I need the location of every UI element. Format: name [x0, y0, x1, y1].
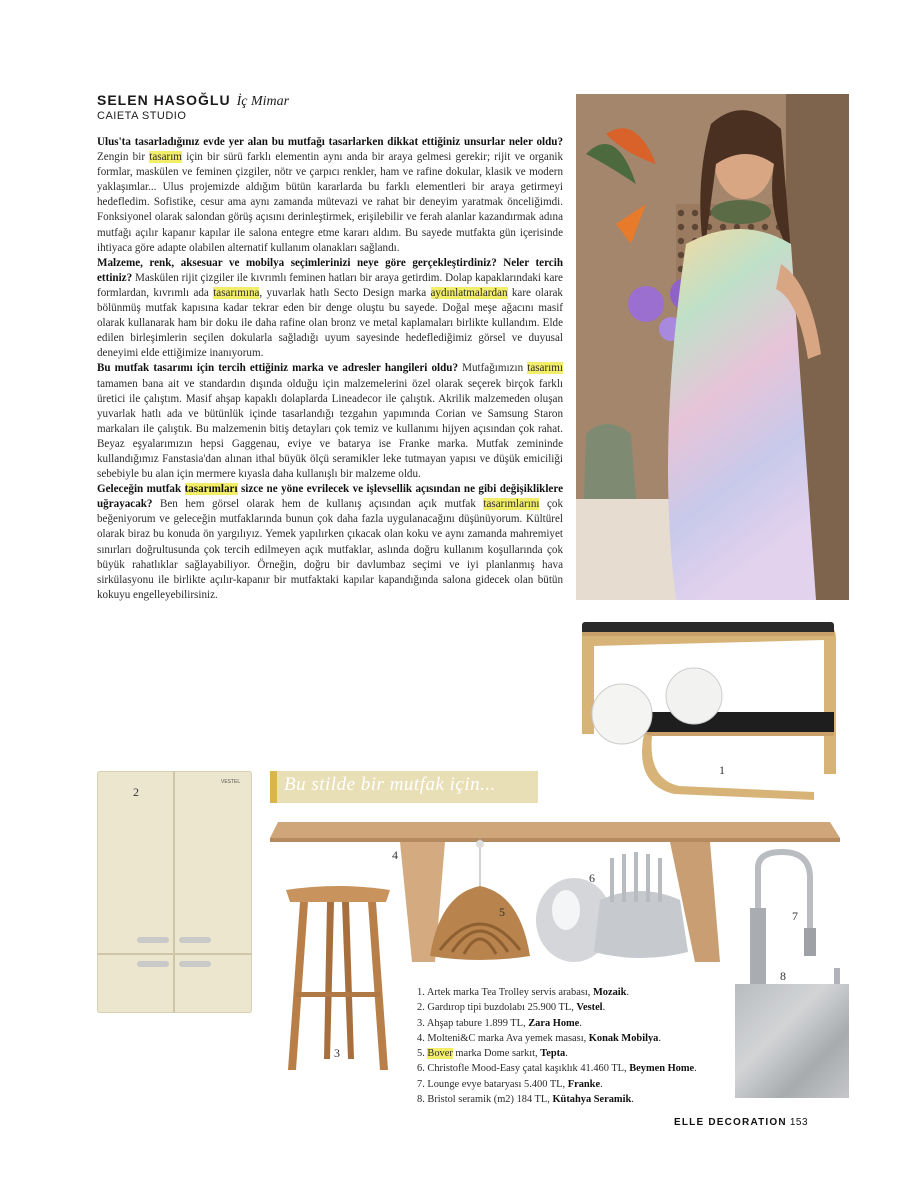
answer-text: Zengin bir	[97, 151, 150, 164]
designer-portrait-photo	[576, 94, 849, 600]
highlight: tasarım	[149, 151, 182, 164]
product-text: 4. Molteni&C marka Ava yemek masası,	[417, 1032, 589, 1044]
fridge-handle	[179, 961, 211, 967]
portrait-illustration	[576, 94, 849, 600]
answer-2	[97, 256, 563, 362]
product-text: .	[658, 1032, 661, 1044]
item-number-6: 6	[589, 871, 595, 885]
highlight: tasarımına	[213, 286, 260, 299]
question-text: Geleceğin mutfak	[97, 483, 185, 496]
fridge-brand-logo: VESTEL	[221, 779, 241, 785]
item-number-3: 3	[334, 1046, 340, 1060]
product-text: .	[579, 1017, 582, 1029]
wooden-stool-image	[282, 884, 394, 1070]
style-banner-accent	[270, 771, 277, 803]
product-text: marka Dome sarkıt,	[452, 1048, 541, 1060]
item-number-7: 7	[792, 909, 798, 923]
item-number-1: 1	[719, 763, 725, 777]
product-text: .	[694, 1063, 697, 1075]
kitchen-faucet-image	[734, 848, 854, 1000]
product-list-item	[417, 1016, 697, 1031]
product-retailer: Tepta	[540, 1048, 566, 1060]
product-retailer: Kütahya Seramik	[552, 1094, 632, 1106]
answer-3	[97, 361, 563, 482]
product-retailer: Konak Mobilya	[588, 1032, 659, 1044]
interview-article	[97, 135, 563, 603]
fridge-drawer-split	[97, 953, 252, 955]
answer-text: için bir sürü farklı elementin aynı anda bir araya gelmesi gerekir; rijit ve organik formlar, maskülen ve feminen çizgiler, nötr ve çarpıcı renkler, ham ve rafine dokular, klasik ve modern yaklaşımlar... Ulus projemizde aldığım bütün kararlarda bu farklı elementleri bir araya getirmeyi hedefledim. Sofistike, cesur ama aynı zamanda mütevazi ve rahat bir deneyim yaratmak önceliğimdi. Fonksiyonel olarak salondan görüş açısını derinleştirmek, erişilebilir ve ferah alanlar kazandırmak adına mutfağı açılır kapanır kapılar ile salona entegre etme kararı aldım. Bu sayede mutfakta gün içerisinde ihtiyaca göre adapte olabilen alternatif kullanım olanakları sağlandı.	[97, 151, 564, 254]
product-list-item	[417, 1061, 697, 1076]
product-text: .	[600, 1078, 603, 1090]
item-number-5: 5	[499, 905, 505, 919]
fridge-handle	[179, 937, 211, 943]
product-retailer: Franke	[567, 1078, 601, 1090]
product-text: 1. Artek marka Tea Trolley servis arabası,	[417, 987, 593, 998]
product-list	[417, 985, 697, 1107]
product-list-item	[417, 1000, 697, 1015]
product-text: 6. Christofle Mood-Easy çatal kaşıklık 41.460 TL,	[417, 1063, 630, 1075]
product-retailer: Vestel	[576, 1002, 603, 1014]
product-list-item	[417, 1092, 697, 1107]
product-text: .	[602, 1002, 606, 1014]
product-list-item	[417, 1046, 697, 1061]
product-text: .	[626, 987, 630, 998]
page-footer	[674, 1117, 808, 1128]
fridge-handle	[137, 937, 169, 943]
answer-text: tamamen bana ait ve standardın dışında olduğu için malzemelerini özel olarak seçerek birçok farklı üretici ile çalıştım. Masif ahşap kapaklı dolaplarda Lineadecor ile çalıştık. Akrilik malzemeden oluşan yuvarlak hatlı ada ve bütünlük içinde tasarlandığı tezgahın yapımında Corian ve Samsung Staron markaları ile çalıştık. Bu malzemenin bitiş detayları çok temiz ve kullanımı hijyen açısından çok rahat. Beyaz eşyalarımızın hepsi Gaggenau, eviye ve batarya ise Franke marka. Mutfak zemininde kullandığımız Fanstasia'dan alınan ithal büyük ölçü seramikler leke tutmayan yapısı ve düşük emiciliği sebebiyle bu alan için mermere kıyasla daha kullanışlı bir malzeme oldu.	[97, 377, 563, 481]
product-highlight: Bover	[427, 1048, 453, 1060]
product-retailer: Mozaik	[592, 987, 627, 998]
product-text: .	[631, 1094, 634, 1106]
page-number: 153	[789, 1117, 809, 1128]
question-text: sizce ne yöne evrilecek ve işlevsellik açısından ne gibi değişikliklere uğrayacak?	[97, 483, 563, 511]
item-number-2: 2	[133, 785, 139, 799]
answer-4	[97, 482, 563, 603]
question-3: Bu mutfak tasarımı için tercih ettiğiniz marka ve adresler hangileri oldu?	[97, 362, 458, 375]
style-banner-text: Bu stilde bir mutfak için...	[284, 774, 496, 795]
fridge-door-split	[173, 771, 175, 1013]
answer-text: Maskülen rijit çizgiler ile kıvrımlı feminen hatları bir araya getirdim. Dolap kapaklarındaki kare formlardan, kıvrımlı ada	[97, 271, 563, 299]
cutlery-egg-image	[530, 852, 700, 964]
product-list-item	[417, 985, 697, 1000]
product-list-item	[417, 1031, 697, 1046]
designer-name	[97, 92, 289, 110]
magazine-name: ELLE DECORATION	[674, 1117, 787, 1128]
product-text: .	[565, 1048, 568, 1060]
answer-text: Mutfağımızın	[458, 362, 528, 375]
answer-text: Ben hem görsel olarak hem de kullanış açısından açık mutfak	[152, 498, 484, 511]
product-retailer: Beymen Home	[629, 1063, 695, 1075]
fridge-handle	[137, 961, 169, 967]
pendant-lamp-image	[420, 838, 540, 966]
item-number-8: 8	[780, 969, 786, 983]
studio-name: CAIETA STUDIO	[97, 110, 187, 122]
item-number-4: 4	[392, 848, 398, 862]
product-text: 2. Gardırop tipi buzdolabı 25.900 TL,	[417, 1002, 577, 1014]
designer-role: İç Mimar	[236, 94, 290, 109]
product-text: 8. Bristol seramik (m2) 184 TL,	[417, 1094, 553, 1106]
highlight: aydınlatmalardan	[430, 286, 508, 299]
product-text: 5.	[417, 1048, 428, 1060]
question-2: Malzeme, renk, aksesuar ve mobilya seçimlerinizi neye göre gerçekleştirdiniz? Neler tercih ettiniz?	[97, 256, 563, 284]
designer-name-text: SELEN HASOĞLU	[97, 92, 231, 108]
answer-text: çok beğeniyorum ve geleceğin mutfaklarında bunun çok daha fazla uygulanacağını düşünüyorum. Kültürel olarak biraz bu konuda ön yargılıyız. Yemek yapılırken çıkacak olan koku ve aynı zamanda mahremiyet sınırları doğrultusunda çok tercih edilmeyen açık mutfaklar, aslında doğru kullanım koşullarında çok büyük rahatlıklar sağlayabiliyor. Örneğin, doğru bir davlumbaz seçimi ve iyi planlanmış hava sirkülasyonu ile birlikte açılır-kapanır bir mutfaktaki kapılar kapandığında salona gidecek olan bütün kokuyu engelleyebilirsiniz.	[97, 498, 563, 601]
product-retailer: Zara Home	[528, 1017, 580, 1029]
highlight: tasarımları	[184, 483, 238, 496]
product-list-item	[417, 1077, 697, 1092]
answer-text: , yuvarlak hatlı Secto Design marka	[259, 286, 431, 299]
answer-text: kare olarak bölünmüş mutfak kapısına kadar tekrar eden bir denge oluştu bu sayede. Doğal meşe ağacını masif olarak kullanarak ham bir doku ile daha rafine olan bronz ve metal kaplamaları birlikte kullandım. Elde edilen birleşimlerin seçilen dokularla sağladığı uyum sayesinde hedeflediğimiz görsel ve duyusal deneyimi elde ettiğimize inanıyorum.	[97, 286, 563, 360]
product-text: 7. Lounge evye bataryası 5.400 TL,	[417, 1078, 568, 1090]
product-text: 3. Ahşap tabure 1.899 TL,	[417, 1017, 529, 1029]
question-1: Ulus'ta tasarladığınız evde yer alan bu mutfağı tasarlarken dikkat ettiğiniz unsurlar neler oldu?	[97, 136, 563, 148]
fridge-image	[97, 771, 252, 1013]
ceramic-tile-image	[735, 984, 849, 1098]
highlight: tasarımlarını	[483, 498, 540, 511]
answer-1	[97, 135, 563, 256]
tea-trolley-image	[574, 614, 846, 806]
highlight: tasarımı	[527, 362, 563, 375]
